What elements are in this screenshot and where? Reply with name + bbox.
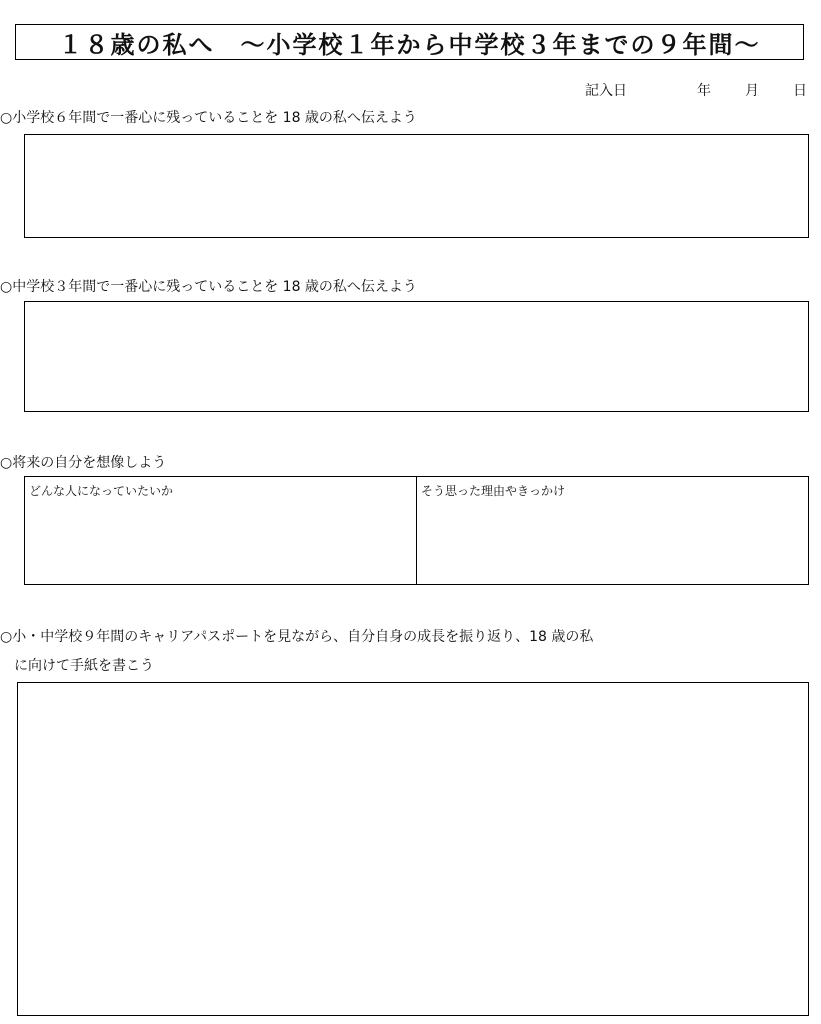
future-reason-cell[interactable] [416, 477, 808, 584]
letter-prompt-line2: に向けて手紙を書こう [0, 658, 154, 674]
future-ideal-self-header: どんな人になっていたいか [29, 484, 174, 498]
title-box [15, 24, 804, 60]
junior-high-answer-box[interactable] [24, 301, 809, 412]
junior-high-prompt: ○中学校３年間で一番心に残っていることを 18 歳の私へ伝えよう [0, 279, 417, 295]
elementary-answer-box[interactable] [24, 134, 809, 238]
entry-date-day: 日 [793, 83, 807, 99]
letter-prompt-line1: ○小・中学校９年間のキャリアパスポートを見ながら、自分自身の成長を振り返り、18 歳の私 [0, 629, 594, 645]
entry-date-month: 月 [745, 83, 759, 99]
entry-date-year: 年 [697, 83, 711, 99]
future-ideal-self-cell[interactable] [25, 477, 416, 584]
entry-date-label: 記入日 [585, 83, 627, 99]
future-reason-header: そう思った理由やきっかけ [421, 484, 566, 498]
future-prompt: ○将来の自分を想像しよう [0, 455, 167, 471]
future-table [24, 476, 809, 585]
letter-answer-box[interactable] [17, 682, 809, 1016]
entry-date-row [585, 80, 807, 100]
elementary-prompt: ○小学校６年間で一番心に残っていることを 18 歳の私へ伝えよう [0, 110, 417, 126]
page-title: １８歳の私へ ～小学校１年から中学校３年までの９年間～ [58, 30, 761, 59]
